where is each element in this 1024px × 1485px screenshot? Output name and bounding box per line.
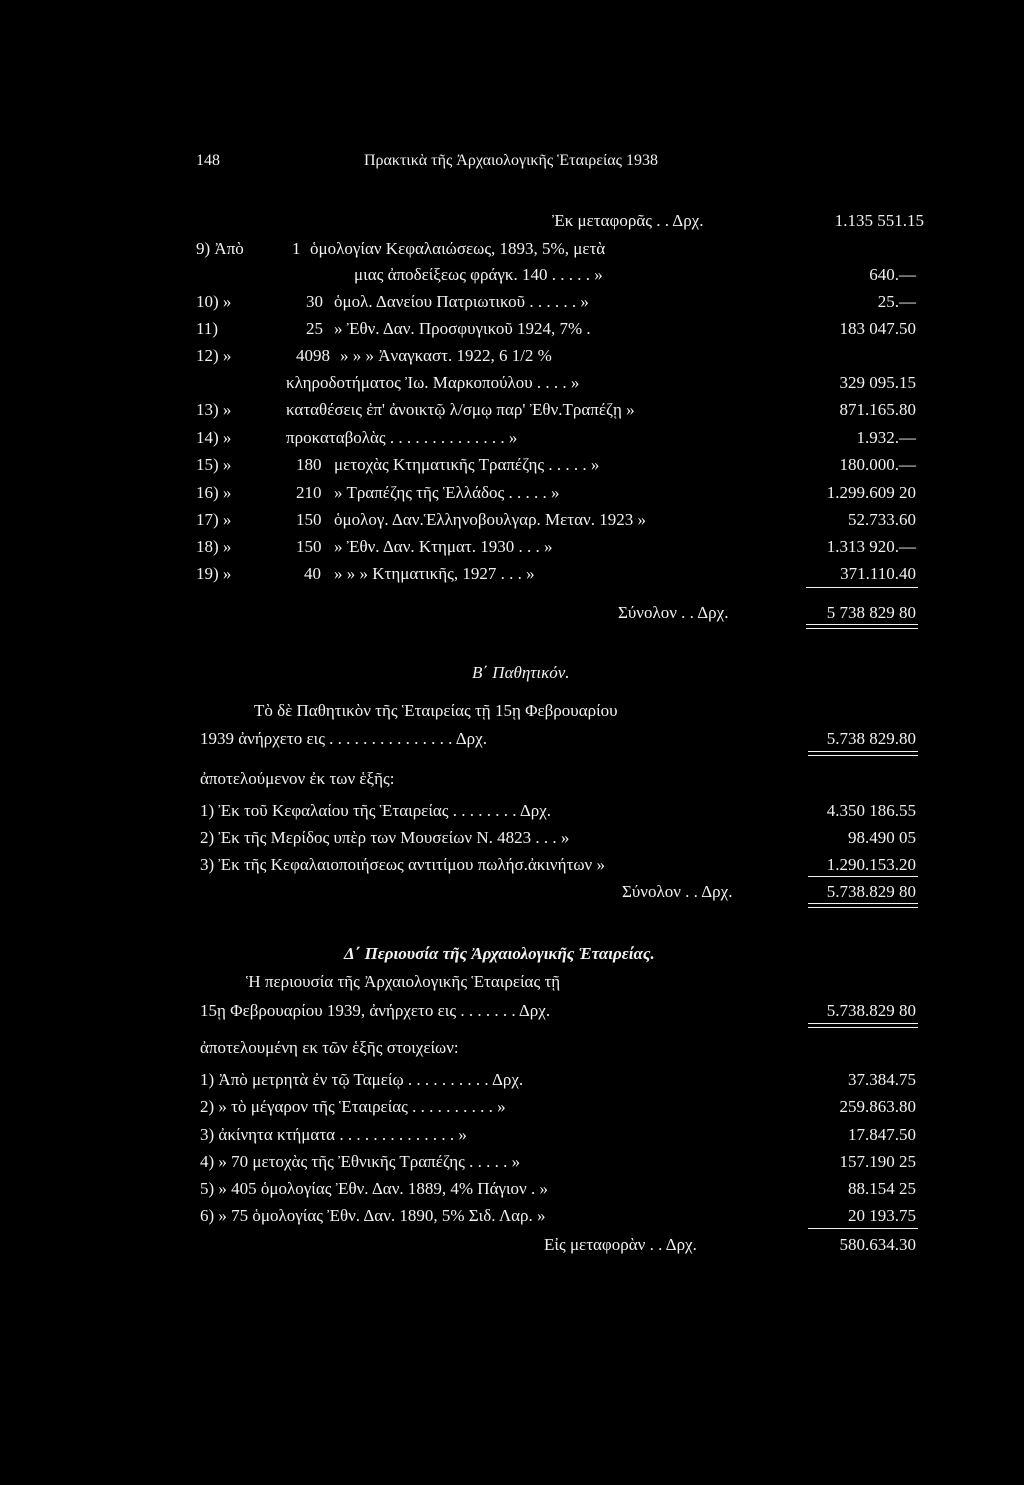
property-row-text: 5) » 405 ὁμολογίας Ἐθν. Δαν. 1889, 4% Πάγιον . » (200, 1179, 548, 1198)
subtotal-rule (808, 1228, 918, 1229)
row-text: » Ἐθν. Δαν. Προσφυγικοῦ 1924, 7% . (334, 319, 591, 338)
property-row-amount: 17.847.50 (848, 1125, 916, 1144)
liabilities-row-text: 2) Ἐκ τῆς Μερίδος υπὲρ των Μουσείων Ν. 4823 . . . » (200, 828, 570, 847)
liabilities-row-text: 3) Ἐκ τῆς Κεφαλαιοποιήσεως αντιτίμου πωλήσ.ἀκινήτων » (200, 855, 605, 874)
liabilities-intro-amount: 5.738 829.80 (826, 729, 916, 748)
liabilities-total-label: Σύνολον . . Δρχ. (622, 882, 733, 901)
property-row-amount: 88.154 25 (848, 1179, 916, 1198)
running-title: Πρακτικὰ τῆς Ἀρχαιολογικῆς Ἑταιρείας 1938 (364, 152, 658, 169)
row-quantity: 30 (306, 292, 323, 311)
property-intro-amount: 5.738.829 80 (826, 1001, 916, 1020)
liabilities-heading: Β΄ Παθητικόν. (472, 663, 570, 682)
property-row-amount: 20 193.75 (848, 1206, 916, 1225)
liabilities-intro-line2: 1939 ἀνήρχετο εις . . . . . . . . . . . . . . . Δρχ. (200, 729, 487, 748)
row-number: 17) » (196, 510, 232, 529)
page-number: 148 (196, 152, 220, 169)
total-double-rule-top (808, 903, 918, 904)
property-heading: Δ΄ Περιουσία τῆς Ἀρχαιολογικῆς Ἑταιρείας. (344, 944, 655, 963)
row-text: » » » Ἀναγκαστ. 1922, 6 1/2 % (340, 346, 552, 365)
row-amount: 640.— (869, 265, 916, 284)
subtotal-rule (808, 876, 918, 877)
row-number: 13) » (196, 400, 232, 419)
intro-rule (808, 755, 918, 756)
property-intro-line2: 15ῃ Φεβρουαρίου 1939, ἀνήρχετο εις . . . . . . . Δρχ. (200, 1001, 551, 1020)
property-composed-of: ἀποτελουμένη εκ τῶν ἑξῆς στοιχείων: (200, 1038, 459, 1057)
property-row-text: 2) » τὸ μέγαρον τῆς Ἑταιρείας . . . . . . . . . . » (200, 1097, 506, 1116)
total-double-rule-bottom (806, 628, 918, 629)
row-quantity: 150 (296, 510, 322, 529)
row-number: 9) Ἀπὸ (196, 239, 244, 258)
property-intro-line1: Ἡ περιουσία τῆς Ἀρχαιολογικῆς Ἑταιρείας τῇ (246, 972, 561, 991)
intro-rule (808, 1023, 918, 1024)
intro-rule (808, 751, 918, 752)
row-number: 12) » (196, 346, 232, 365)
row-amount: 180.000.— (839, 455, 916, 474)
liabilities-row-text: 1) Ἐκ τοῦ Κεφαλαίου τῆς Ἑταιρείας . . . . . . . . Δρχ. (200, 801, 552, 820)
property-carry-amount: 580.634.30 (839, 1235, 916, 1254)
row-text: » Ἐθν. Δαν. Κτηματ. 1930 . . . » (334, 537, 553, 556)
row-amount: 329 095.15 (839, 373, 916, 392)
property-carry-label: Εἰς μεταφορὰν . . Δρχ. (544, 1235, 697, 1254)
property-row-text: 3) ἀκίνητα κτήματα . . . . . . . . . . . . . . » (200, 1125, 467, 1144)
row-quantity: 25 (306, 319, 323, 338)
row-number: 15) » (196, 455, 232, 474)
carry-forward-label: Ἐκ μεταφορᾶς . . Δρχ. (552, 211, 704, 230)
row-text: » Τραπέζης τῆς Ἑλλάδος . . . . . » (334, 483, 560, 502)
subtotal-rule (806, 587, 918, 588)
row-text: μετοχὰς Κτηματικῆς Τραπέζης . . . . . » (334, 455, 600, 474)
row-text: καταθέσεις ἐπ' ἀνοικτῷ λ/σμῳ παρ' Ἐθν.Τραπέζῃ » (286, 400, 635, 419)
row-number: 18) » (196, 537, 232, 556)
row-text: » » » Κτηματικῆς, 1927 . . . » (334, 564, 535, 583)
row-text: ὁμολ. Δανείου Πατριωτικοῦ . . . . . . » (334, 292, 589, 311)
row-text: ὁμολογίαν Κεφαλαιώσεως, 1893, 5%, μετὰ (310, 239, 606, 258)
liabilities-total-amount: 5.738.829 80 (826, 882, 916, 901)
row-number: 16) » (196, 483, 232, 502)
row-amount: 1.299.609 20 (826, 483, 916, 502)
row-quantity: 150 (296, 537, 322, 556)
row-continuation: κληροδοτήματος Ἰω. Μαρκοπούλου . . . . » (286, 373, 580, 392)
assets-total-amount: 5 738 829 80 (826, 603, 916, 622)
total-double-rule-bottom (808, 907, 918, 908)
row-text: ὁμολογ. Δαν.Ἑλληνοβουλγαρ. Μεταν. 1923 » (334, 510, 646, 529)
assets-total-label: Σύνολον . . Δρχ. (618, 603, 729, 622)
row-quantity: 4098 (296, 346, 330, 365)
row-number: 11) (196, 319, 219, 338)
total-double-rule-top (806, 624, 918, 625)
row-quantity: 180 (296, 455, 322, 474)
property-row-amount: 37.384.75 (848, 1070, 916, 1089)
row-amount: 1.932.— (856, 428, 916, 447)
property-row-amount: 259.863.80 (839, 1097, 916, 1116)
liabilities-row-amount: 4.350 186.55 (826, 801, 916, 820)
row-amount: 1.313 920.— (826, 537, 916, 556)
intro-rule (808, 1027, 918, 1028)
row-quantity: 210 (296, 483, 322, 502)
row-text: προκαταβολὰς . . . . . . . . . . . . . . » (286, 428, 518, 447)
carry-forward-amount: 1.135 551.15 (834, 211, 924, 230)
row-number: 14) » (196, 428, 232, 447)
row-number: 19) » (196, 564, 232, 583)
row-amount: 52.733.60 (848, 510, 916, 529)
row-quantity: 1 (292, 239, 301, 258)
liabilities-intro-line1: Τὸ δὲ Παθητικὸν τῆς Ἑταιρείας τῇ 15ῃ Φεβρουαρίου (254, 701, 618, 720)
liabilities-composed-of: ἀποτελούμενον ἐκ των ἑξῆς: (200, 769, 395, 788)
liabilities-row-amount: 98.490 05 (848, 828, 916, 847)
property-row-text: 6) » 75 ὁμολογίας Ἐθν. Δαν. 1890, 5% Σιδ. Λαρ. » (200, 1206, 546, 1225)
property-row-text: 4) » 70 μετοχὰς τῆς Ἐθνικῆς Τραπέζης . . . . . » (200, 1152, 521, 1171)
property-row-amount: 157.190 25 (839, 1152, 916, 1171)
row-amount: 371.110.40 (840, 564, 916, 583)
row-amount: 871.165.80 (839, 400, 916, 419)
liabilities-row-amount: 1.290.153.20 (826, 855, 916, 874)
row-amount: 183 047.50 (839, 319, 916, 338)
row-amount: 25.— (877, 292, 916, 311)
row-continuation: μιας ἀποδείξεως φράγκ. 140 . . . . . » (354, 265, 603, 284)
row-quantity: 40 (304, 564, 321, 583)
row-number: 10) » (196, 292, 232, 311)
property-row-text: 1) Ἀπὸ μετρητὰ ἐν τῷ Ταμείῳ . . . . . . . . . . Δρχ. (200, 1070, 524, 1089)
